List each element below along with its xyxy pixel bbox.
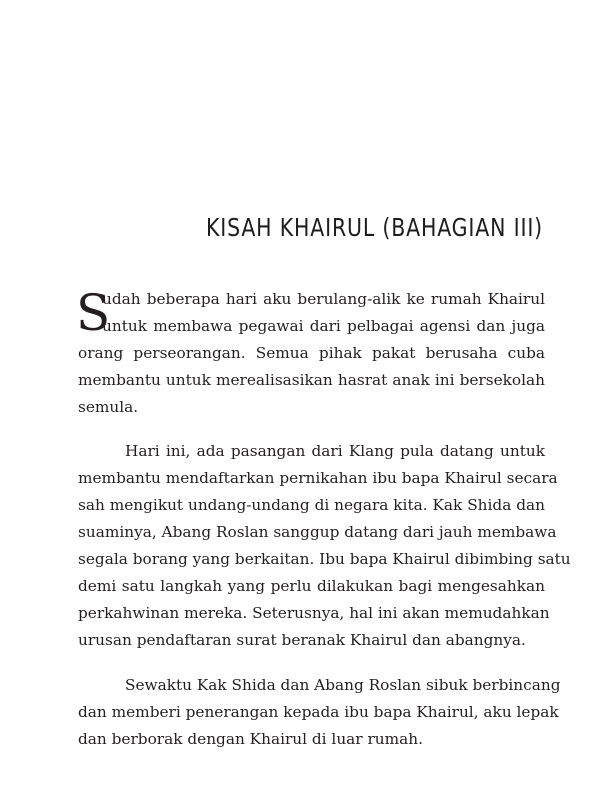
text-line: orang perseorangan. Semua pihak pakat berusaha cuba [78, 344, 545, 362]
drop-cap: S [76, 284, 111, 342]
paragraph-3 [78, 672, 561, 753]
text-line: sah mengikut undang-undang di negara kita. Kak Shida dan [78, 496, 545, 514]
text-line: membantu untuk merealisasikan hasrat anak ini bersekolah [78, 371, 545, 389]
text-line: perkahwinan mereka. Seterusnya, hal ini akan memudahkan [78, 604, 550, 622]
paragraph-2 [78, 438, 571, 654]
chapter-title: KISAH KHAIRUL (BAHAGIAN III) [205, 212, 543, 242]
text-line: udah beberapa hari aku berulang-alik ke rumah Khairul [102, 290, 545, 308]
text-line: urusan pendaftaran surat beranak Khairul dan abangnya. [78, 631, 526, 649]
text-line: semula. [78, 398, 139, 416]
text-line: suaminya, Abang Roslan sanggup datang dari jauh membawa [78, 523, 557, 541]
text-line: segala borang yang berkaitan. Ibu bapa Khairul dibimbing satu [78, 550, 571, 568]
text-line: dan memberi penerangan kepada ibu bapa Khairul, aku lepak [78, 703, 559, 721]
text-line: Hari ini, ada pasangan dari Klang pula datang untuk [125, 442, 545, 460]
text-line: dan berborak dengan Khairul di luar rumah. [78, 730, 423, 748]
paragraph-1 [78, 286, 545, 421]
text-line: demi satu langkah yang perlu dilakukan bagi mengesahkan [78, 577, 545, 595]
text-line: untuk membawa pegawai dari pelbagai agensi dan juga [102, 317, 545, 335]
text-line: membantu mendaftarkan pernikahan ibu bapa Khairul secara [78, 469, 558, 487]
text-line: Sewaktu Kak Shida dan Abang Roslan sibuk berbincang [125, 676, 561, 694]
